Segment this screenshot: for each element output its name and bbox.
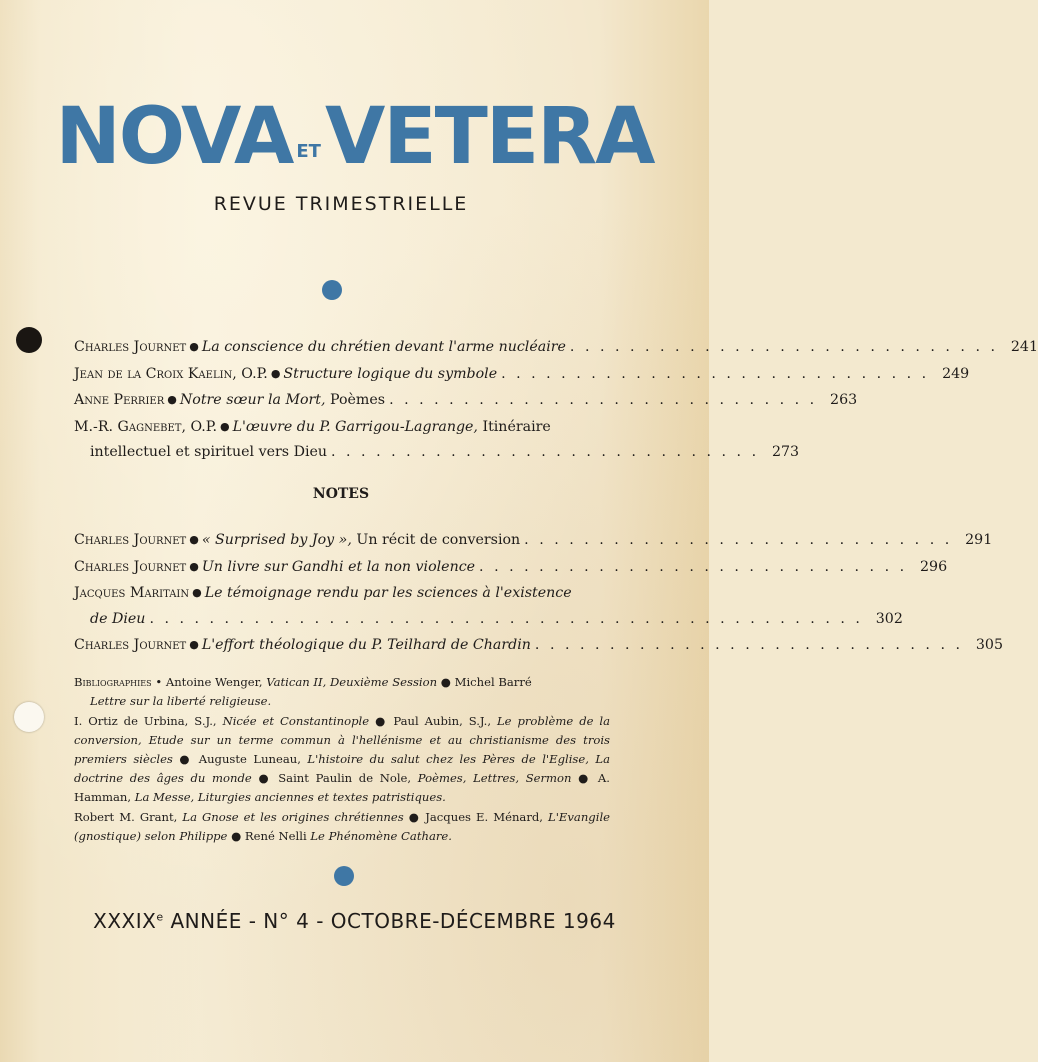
biblio-author: Paul Aubin, S.J.,	[393, 714, 492, 728]
bullet-separator: •	[155, 675, 166, 689]
bullet-separator: ●	[179, 752, 199, 766]
ornament-dot-bottom	[334, 866, 354, 886]
entry-title: La conscience du chrétien devant l'arme nucléaire	[201, 339, 566, 355]
articles-list	[74, 334, 1038, 466]
bullet-separator: ●	[189, 533, 199, 546]
biblio-title: La Messe, Liturgies anciennes et textes patristiques.	[134, 790, 446, 804]
journal-masthead	[0, 92, 709, 182]
bullet-separator: ●	[258, 771, 279, 785]
bullet-separator: ●	[189, 340, 199, 353]
bullet-separator: ●	[270, 366, 281, 380]
entry-author: Charles Journet	[74, 637, 187, 653]
dot-leader: . . . . . . . . . . . . . . . . . . . . . . . . . . . . .	[524, 532, 953, 548]
punch-hole-middle	[14, 702, 44, 732]
bullet-separator: ●	[231, 829, 245, 843]
bullet-separator: ●	[578, 771, 598, 785]
entry-author: M.-R. Gagnebet, O.P.	[74, 418, 217, 435]
masthead-word-vetera: VETERA	[324, 92, 654, 182]
journal-subtitle: REVUE TRIMESTRIELLE	[213, 193, 469, 215]
toc-entry[interactable]	[74, 527, 993, 554]
dot-leader: . . . . . . . . . . . . . . . . . . . . . . . . . . . . . . . . . . . . . . . . . . . . . . . .	[149, 610, 863, 627]
biblio-title: Lettre sur la liberté religieuse.	[90, 694, 272, 708]
entry-page-number: 305	[975, 637, 1003, 653]
toc-entry-line2[interactable]	[74, 607, 903, 633]
toc-entry-line2[interactable]	[74, 440, 800, 466]
biblio-title: L'histoire du salut chez les Pères de l'Eglise, La doctrine des âges du monde	[74, 752, 610, 785]
bullet-separator: ●	[167, 393, 177, 406]
biblio-author: Jacques E. Ménard,	[425, 810, 543, 824]
bullet-separator: ●	[219, 419, 230, 433]
biblio-author: René Nelli	[244, 829, 307, 843]
bullet-separator: ●	[375, 714, 394, 728]
dot-leader: . . . . . . . . . . . . . . . . . . . . . . . . . . . . .	[479, 558, 908, 575]
toc-entry[interactable]	[74, 554, 948, 581]
entry-author: Charles Journet	[74, 532, 187, 548]
biblio-title: La Gnose et les origines chrétiennes	[182, 810, 404, 824]
entry-page-number: 302	[875, 610, 903, 627]
toc-entry[interactable]	[74, 334, 1038, 361]
entry-page-number: 273	[771, 444, 800, 460]
entry-author: Anne Perrier	[74, 392, 165, 408]
entry-page-number: 241	[1010, 339, 1038, 355]
toc-entry[interactable]	[74, 632, 1003, 659]
notes-heading: NOTES	[312, 486, 370, 502]
entry-title: « Surprised by Joy »,	[201, 532, 352, 548]
biblio-title: Nicée et Constantinople	[222, 714, 370, 728]
bullet-separator: ●	[189, 559, 199, 573]
entry-page-number: 291	[965, 532, 993, 548]
entry-title: L'œuvre du P. Garrigou-Lagrange,	[232, 418, 478, 435]
bibliography-paragraph	[74, 808, 610, 846]
biblio-author: A. Hamman,	[74, 771, 610, 804]
bullet-separator: ●	[189, 638, 199, 651]
issue-info	[0, 909, 709, 933]
entry-title-line2: de Dieu	[90, 610, 146, 627]
entry-author: Jean de la Croix Kaelin, O.P.	[74, 365, 268, 382]
entry-title: Notre sœur la Mort,	[179, 392, 326, 408]
toc-entry-line1[interactable]	[74, 580, 610, 607]
issue-details: ANNÉE - N° 4 - OCTOBRE-DÉCEMBRE 1964	[163, 909, 616, 933]
bibliography-paragraph	[74, 712, 610, 807]
masthead-connector: ET	[296, 141, 321, 162]
ordinal-suffix: e	[156, 910, 164, 924]
entry-subtitle: Un récit de conversion	[351, 532, 521, 548]
dot-leader: . . . . . . . . . . . . . . . . . . . . . . . . . . . . .	[569, 339, 998, 355]
biblio-title: Vatican II, Deuxième Session	[266, 675, 438, 689]
entry-author: Charles Journet	[74, 558, 187, 575]
biblio-title: Le Phénomène Cathare.	[310, 829, 452, 843]
entry-page-number: 249	[942, 365, 970, 382]
toc-entry[interactable]	[74, 361, 970, 388]
bibliographies-label: Bibliographies	[74, 675, 152, 689]
bullet-separator: ●	[192, 586, 202, 599]
bullet-separator: ●	[440, 675, 455, 689]
notes-list	[74, 527, 1003, 659]
entry-author: Charles Journet	[74, 339, 187, 355]
biblio-title: L'Evangile (gnostique) selon Philippe	[74, 810, 611, 843]
toc-entry-line1[interactable]	[74, 414, 610, 441]
biblio-author: Robert M. Grant,	[74, 810, 178, 824]
biblio-author: Michel Barré	[454, 675, 532, 689]
toc-entry[interactable]	[74, 387, 858, 414]
entry-author: Jacques Maritain	[74, 585, 190, 601]
biblio-author: Auguste Luneau,	[198, 752, 301, 766]
dot-leader: . . . . . . . . . . . . . . . . . . . . . . . . . . . . .	[501, 365, 930, 382]
bibliographies-section	[74, 673, 610, 711]
biblio-author: Saint Paulin de Nole,	[278, 771, 412, 785]
masthead-word-nova: NOVA	[55, 92, 293, 182]
entry-title-continued: Itinéraire	[477, 418, 551, 435]
punch-hole-top	[16, 327, 42, 353]
entry-genre: Poèmes	[325, 392, 386, 408]
bullet-separator: ●	[408, 810, 426, 824]
biblio-title: Poèmes, Lettres, Sermon	[417, 771, 572, 785]
entry-title: Le témoignage rendu par les sciences à l'existence	[204, 585, 572, 601]
biblio-author: Antoine Wenger,	[165, 675, 263, 689]
ornament-dot-top	[322, 280, 342, 300]
dot-leader: . . . . . . . . . . . . . . . . . . . . . . . . . . . . .	[389, 392, 818, 408]
issue-year-roman: XXXIX	[93, 909, 157, 933]
entry-title: Un livre sur Gandhi et la non violence	[201, 558, 476, 575]
biblio-title: Le problème de la conversion, Etude sur un terme commun à l'hellénisme et au christianisme des trois premiers siècles	[74, 714, 611, 766]
entry-page-number: 296	[920, 558, 948, 575]
entry-title: L'effort théologique du P. Teilhard de Chardin	[201, 637, 531, 653]
entry-title: Structure logique du symbole	[283, 365, 498, 382]
entry-page-number: 263	[830, 392, 858, 408]
biblio-author: I. Ortiz de Urbina, S.J.,	[74, 714, 217, 728]
dot-leader: . . . . . . . . . . . . . . . . . . . . . . . . . . . . .	[331, 444, 760, 460]
dot-leader: . . . . . . . . . . . . . . . . . . . . . . . . . . . . .	[534, 637, 963, 653]
entry-title-line2: intellectuel et spirituel vers Dieu	[90, 444, 328, 460]
